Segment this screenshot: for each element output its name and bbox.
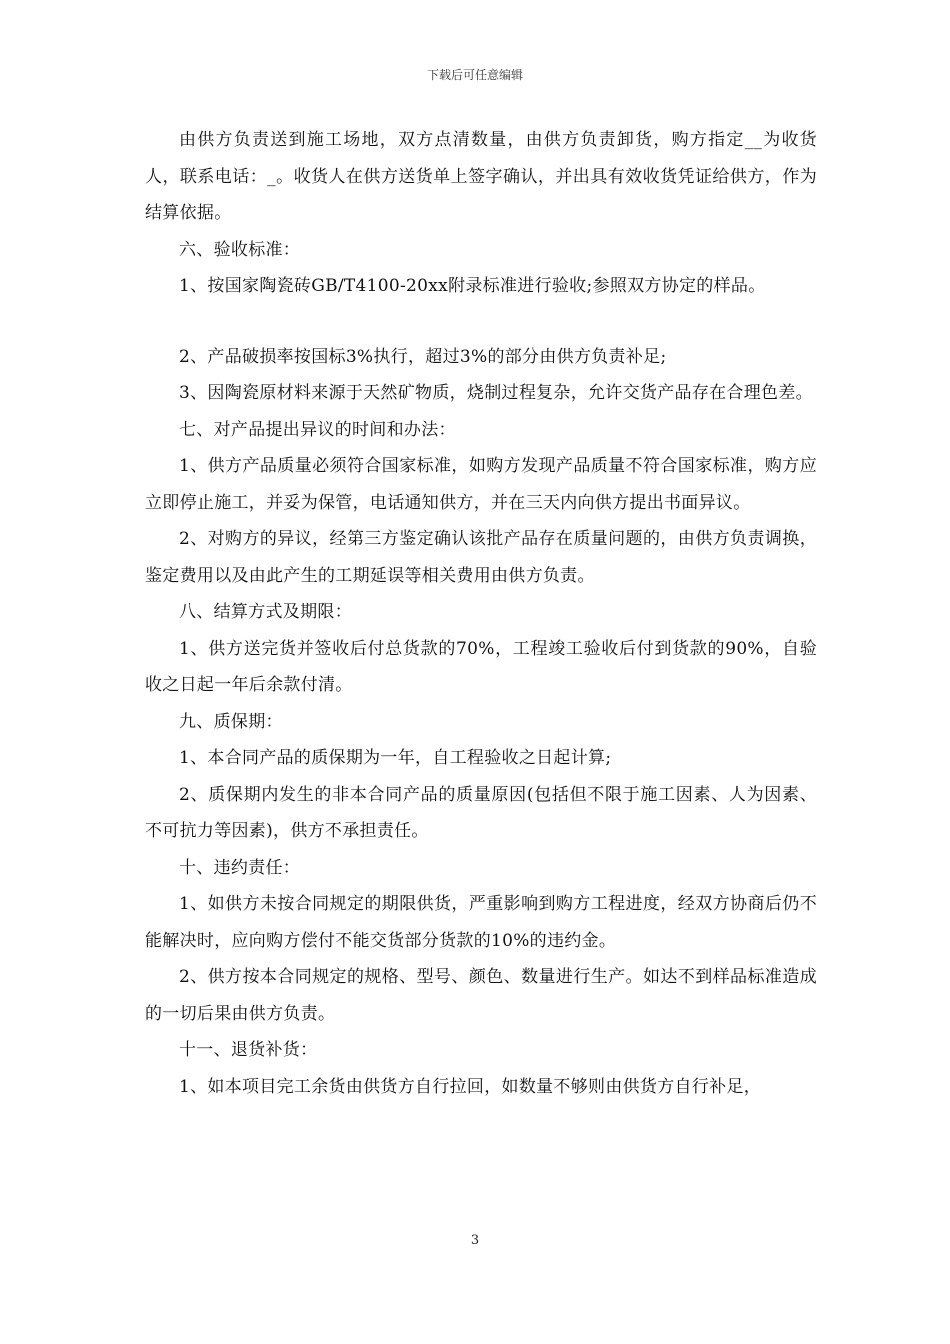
paragraph-acceptance-2: 2、产品破损率按国标3%执行，超过3%的部分由供方负责补足;	[179, 346, 667, 367]
paragraph-settlement-1: 1、供方送完货并签收后付总货款的70%，工程竣工验收后付到货款的90%，自验收之日起一年后余款付清。	[145, 638, 817, 695]
paragraph-warranty-2: 2、质保期内发生的非本合同产品的质量原因(包括但不限于施工因素、人为因素、不可抗力等因素)，供方不承担责任。	[145, 784, 817, 841]
paragraph-breach-2: 2、供方按本合同规定的规格、型号、颜色、数量进行生产。如达不到样品标准造成的一切后果由供方负责。	[145, 967, 817, 1024]
heading-return: 十一、退货补货：	[179, 1040, 318, 1060]
heading-settlement: 八、结算方式及期限：	[179, 602, 352, 622]
paragraph-objection-1: 1、供方产品质量必须符合国家标准，如购方发现产品质量不符合国家标准，购方应立即停止施工，并妥为保管，电话通知供方，并在三天内向供方提出书面异议。	[145, 456, 817, 513]
heading-breach: 十、违约责任：	[179, 857, 301, 878]
document-body	[145, 122, 817, 1105]
heading-objection: 七、对产品提出异议的时间和办法：	[179, 419, 456, 440]
heading-warranty: 九、质保期：	[179, 711, 283, 732]
paragraph-warranty-1: 1、本合同产品的质保期为一年，自工程验收之日起计算;	[179, 748, 612, 768]
paragraph-breach-1: 1、如供方未按合同规定的期限供货，严重影响到购方工程进度，经双方协商后仍不能解决时，应向购方偿付不能交货部分货款的10%的违约金。	[145, 894, 817, 951]
paragraph-objection-2: 2、对购方的异议，经第三方鉴定确认该批产品存在质量问题的，由供方负责调换，鉴定费用以及由此产生的工期延误等相关费用由供方负责。	[145, 529, 817, 586]
paragraph-acceptance-1: 1、按国家陶瓷砖GB/T4100-20xx附录标准进行验收;参照双方协定的样品。	[179, 276, 766, 296]
paragraph-acceptance-3: 3、因陶瓷原材料来源于天然矿物质，烧制过程复杂，允许交货产品存在合理色差。	[179, 383, 813, 403]
paragraph-return-1: 1、如本项目完工余货由供货方自行拉回，如数量不够则由供货方自行补足，	[179, 1076, 762, 1097]
heading-acceptance-standard: 六、验收标准：	[179, 239, 301, 260]
paragraph-delivery: 由供方负责送到施工场地，双方点清数量，由供方负责卸货，购方指定__为收货人，联系电话：_。收货人在供方送货单上签字确认，并出具有效收货凭证给供方，作为结算依据。	[145, 130, 817, 223]
blank-gap	[145, 305, 817, 339]
page-header: 下载后可任意编辑	[426, 68, 523, 82]
page-number: 3	[470, 1233, 480, 1248]
